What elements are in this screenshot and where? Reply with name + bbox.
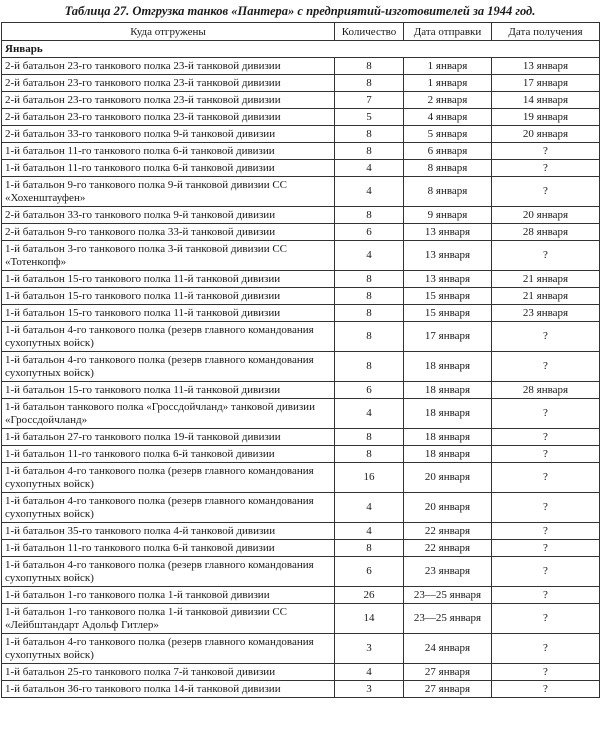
quantity-cell: 4 <box>335 664 404 681</box>
quantity-cell: 8 <box>335 352 404 382</box>
sent-date-cell: 13 января <box>404 241 492 271</box>
destination-cell: 1-й батальон 15-го танкового полка 11-й танковой дивизии <box>2 271 335 288</box>
sent-date-cell: 13 января <box>404 271 492 288</box>
destination-cell: 1-й батальон 4-го танкового полка (резерв главного командования сухопутных войск) <box>2 463 335 493</box>
received-date-cell: ? <box>492 681 600 698</box>
destination-cell: 2-й батальон 23-го танкового полка 23-й танковой дивизии <box>2 92 335 109</box>
quantity-cell: 5 <box>335 109 404 126</box>
header-received: Дата получения <box>492 23 600 41</box>
table-row <box>2 207 600 224</box>
destination-cell: 1-й батальон 35-го танкового полка 4-й танковой дивизии <box>2 523 335 540</box>
table-row <box>2 177 600 207</box>
destination-cell: 1-й батальон танкового полка «Гроссдойчланд» танковой дивизии «Гроссдойчланд» <box>2 399 335 429</box>
destination-cell: 1-й батальон 4-го танкового полка (резерв главного командования сухопутных войск) <box>2 322 335 352</box>
table-row <box>2 143 600 160</box>
received-date-cell: ? <box>492 241 600 271</box>
quantity-cell: 8 <box>335 126 404 143</box>
table-row <box>2 224 600 241</box>
table-row <box>2 322 600 352</box>
received-date-cell: 23 января <box>492 305 600 322</box>
received-date-cell: ? <box>492 557 600 587</box>
received-date-cell: ? <box>492 429 600 446</box>
received-date-cell: ? <box>492 493 600 523</box>
quantity-cell: 8 <box>335 75 404 92</box>
table-row <box>2 681 600 698</box>
quantity-cell: 4 <box>335 493 404 523</box>
month-row <box>2 41 600 58</box>
quantity-cell: 8 <box>335 429 404 446</box>
sent-date-cell: 8 января <box>404 177 492 207</box>
sent-date-cell: 18 января <box>404 399 492 429</box>
sent-date-cell: 18 января <box>404 352 492 382</box>
quantity-cell: 16 <box>335 463 404 493</box>
sent-date-cell: 23—25 января <box>404 604 492 634</box>
header-destination: Куда отгружены <box>2 23 335 41</box>
received-date-cell: ? <box>492 634 600 664</box>
table-row <box>2 58 600 75</box>
sent-date-cell: 18 января <box>404 446 492 463</box>
received-date-cell: 19 января <box>492 109 600 126</box>
table-row <box>2 271 600 288</box>
table-row <box>2 241 600 271</box>
sent-date-cell: 6 января <box>404 143 492 160</box>
sent-date-cell: 4 января <box>404 109 492 126</box>
received-date-cell: 14 января <box>492 92 600 109</box>
sent-date-cell: 27 января <box>404 664 492 681</box>
destination-cell: 1-й батальон 11-го танкового полка 6-й танковой дивизии <box>2 143 335 160</box>
table-row <box>2 352 600 382</box>
table-row <box>2 126 600 143</box>
received-date-cell: ? <box>492 587 600 604</box>
table-row <box>2 399 600 429</box>
destination-cell: 2-й батальон 23-го танкового полка 23-й танковой дивизии <box>2 58 335 75</box>
quantity-cell: 8 <box>335 58 404 75</box>
sent-date-cell: 23 января <box>404 557 492 587</box>
sent-date-cell: 24 января <box>404 634 492 664</box>
sent-date-cell: 22 января <box>404 540 492 557</box>
quantity-cell: 8 <box>335 271 404 288</box>
received-date-cell: ? <box>492 540 600 557</box>
destination-cell: 1-й батальон 15-го танкового полка 11-й танковой дивизии <box>2 305 335 322</box>
table-row <box>2 75 600 92</box>
table-row <box>2 493 600 523</box>
quantity-cell: 3 <box>335 681 404 698</box>
destination-cell: 1-й батальон 4-го танкового полка (резерв главного командования сухопутных войск) <box>2 634 335 664</box>
table-row <box>2 463 600 493</box>
destination-cell: 2-й батальон 9-го танкового полка 33-й танковой дивизии <box>2 224 335 241</box>
destination-cell: 1-й батальон 11-го танкового полка 6-й танковой дивизии <box>2 446 335 463</box>
sent-date-cell: 23—25 января <box>404 587 492 604</box>
received-date-cell: ? <box>492 604 600 634</box>
quantity-cell: 26 <box>335 587 404 604</box>
destination-cell: 1-й батальон 3-го танкового полка 3-й танковой дивизии СС «Тотенкопф» <box>2 241 335 271</box>
received-date-cell: ? <box>492 160 600 177</box>
table-row <box>2 664 600 681</box>
shipments-table <box>1 22 600 698</box>
destination-cell: 1-й батальон 27-го танкового полка 19-й танковой дивизии <box>2 429 335 446</box>
received-date-cell: 13 января <box>492 58 600 75</box>
sent-date-cell: 20 января <box>404 463 492 493</box>
received-date-cell: 20 января <box>492 207 600 224</box>
table-row <box>2 540 600 557</box>
quantity-cell: 4 <box>335 399 404 429</box>
destination-cell: 1-й батальон 36-го танкового полка 14-й танковой дивизии <box>2 681 335 698</box>
sent-date-cell: 1 января <box>404 75 492 92</box>
sent-date-cell: 5 января <box>404 126 492 143</box>
sent-date-cell: 8 января <box>404 160 492 177</box>
quantity-cell: 4 <box>335 177 404 207</box>
sent-date-cell: 13 января <box>404 224 492 241</box>
received-date-cell: 28 января <box>492 224 600 241</box>
header-row <box>2 23 600 41</box>
received-date-cell: ? <box>492 399 600 429</box>
quantity-cell: 8 <box>335 305 404 322</box>
destination-cell: 1-й батальон 4-го танкового полка (резерв главного командования сухопутных войск) <box>2 352 335 382</box>
received-date-cell: 17 января <box>492 75 600 92</box>
table-row <box>2 305 600 322</box>
destination-cell: 2-й батальон 23-го танкового полка 23-й танковой дивизии <box>2 75 335 92</box>
destination-cell: 1-й батальон 11-го танкового полка 6-й танковой дивизии <box>2 540 335 557</box>
received-date-cell: 21 января <box>492 271 600 288</box>
table-row <box>2 604 600 634</box>
quantity-cell: 8 <box>335 143 404 160</box>
received-date-cell: ? <box>492 446 600 463</box>
destination-cell: 1-й батальон 25-го танкового полка 7-й танковой дивизии <box>2 664 335 681</box>
sent-date-cell: 2 января <box>404 92 492 109</box>
quantity-cell: 8 <box>335 446 404 463</box>
sent-date-cell: 27 января <box>404 681 492 698</box>
quantity-cell: 3 <box>335 634 404 664</box>
table-row <box>2 429 600 446</box>
table-row <box>2 446 600 463</box>
sent-date-cell: 18 января <box>404 429 492 446</box>
destination-cell: 1-й батальон 1-го танкового полка 1-й танковой дивизии <box>2 587 335 604</box>
table-row <box>2 557 600 587</box>
quantity-cell: 8 <box>335 207 404 224</box>
received-date-cell: ? <box>492 143 600 160</box>
received-date-cell: ? <box>492 523 600 540</box>
month-label: Январь <box>2 41 600 58</box>
sent-date-cell: 20 января <box>404 493 492 523</box>
table-row <box>2 587 600 604</box>
quantity-cell: 4 <box>335 523 404 540</box>
destination-cell: 1-й батальон 1-го танкового полка 1-й танковой дивизии СС «Лейбштандарт Адольф Гитлер» <box>2 604 335 634</box>
sent-date-cell: 15 января <box>404 288 492 305</box>
table-caption: Таблица 27. Отгрузка танков «Пантера» с предприятий-изготовителей за 1944 год. <box>64 4 536 18</box>
received-date-cell: ? <box>492 352 600 382</box>
destination-cell: 1-й батальон 4-го танкового полка (резерв главного командования сухопутных войск) <box>2 557 335 587</box>
destination-cell: 1-й батальон 15-го танкового полка 11-й танковой дивизии <box>2 288 335 305</box>
table-row <box>2 523 600 540</box>
received-date-cell: ? <box>492 177 600 207</box>
received-date-cell: 20 января <box>492 126 600 143</box>
destination-cell: 1-й батальон 11-го танкового полка 6-й танковой дивизии <box>2 160 335 177</box>
destination-cell: 1-й батальон 15-го танкового полка 11-й танковой дивизии <box>2 382 335 399</box>
quantity-cell: 8 <box>335 322 404 352</box>
table-row <box>2 92 600 109</box>
destination-cell: 2-й батальон 33-го танкового полка 9-й танковой дивизии <box>2 207 335 224</box>
sent-date-cell: 9 января <box>404 207 492 224</box>
quantity-cell: 7 <box>335 92 404 109</box>
table-row <box>2 160 600 177</box>
sent-date-cell: 22 января <box>404 523 492 540</box>
destination-cell: 2-й батальон 33-го танкового полка 9-й танковой дивизии <box>2 126 335 143</box>
sent-date-cell: 17 января <box>404 322 492 352</box>
quantity-cell: 6 <box>335 224 404 241</box>
quantity-cell: 6 <box>335 382 404 399</box>
table-row <box>2 634 600 664</box>
sent-date-cell: 18 января <box>404 382 492 399</box>
destination-cell: 2-й батальон 23-го танкового полка 23-й танковой дивизии <box>2 109 335 126</box>
quantity-cell: 8 <box>335 540 404 557</box>
destination-cell: 1-й батальон 4-го танкового полка (резерв главного командования сухопутных войск) <box>2 493 335 523</box>
header-sent: Дата отправки <box>404 23 492 41</box>
received-date-cell: ? <box>492 463 600 493</box>
quantity-cell: 14 <box>335 604 404 634</box>
header-quantity: Количество <box>335 23 404 41</box>
sent-date-cell: 1 января <box>404 58 492 75</box>
received-date-cell: ? <box>492 664 600 681</box>
quantity-cell: 4 <box>335 160 404 177</box>
table-row <box>2 382 600 399</box>
destination-cell: 1-й батальон 9-го танкового полка 9-й танковой дивизии СС «Хохенштауфен» <box>2 177 335 207</box>
quantity-cell: 8 <box>335 288 404 305</box>
quantity-cell: 6 <box>335 557 404 587</box>
received-date-cell: ? <box>492 322 600 352</box>
table-row <box>2 288 600 305</box>
received-date-cell: 28 января <box>492 382 600 399</box>
received-date-cell: 21 января <box>492 288 600 305</box>
quantity-cell: 4 <box>335 241 404 271</box>
table-row <box>2 109 600 126</box>
sent-date-cell: 15 января <box>404 305 492 322</box>
